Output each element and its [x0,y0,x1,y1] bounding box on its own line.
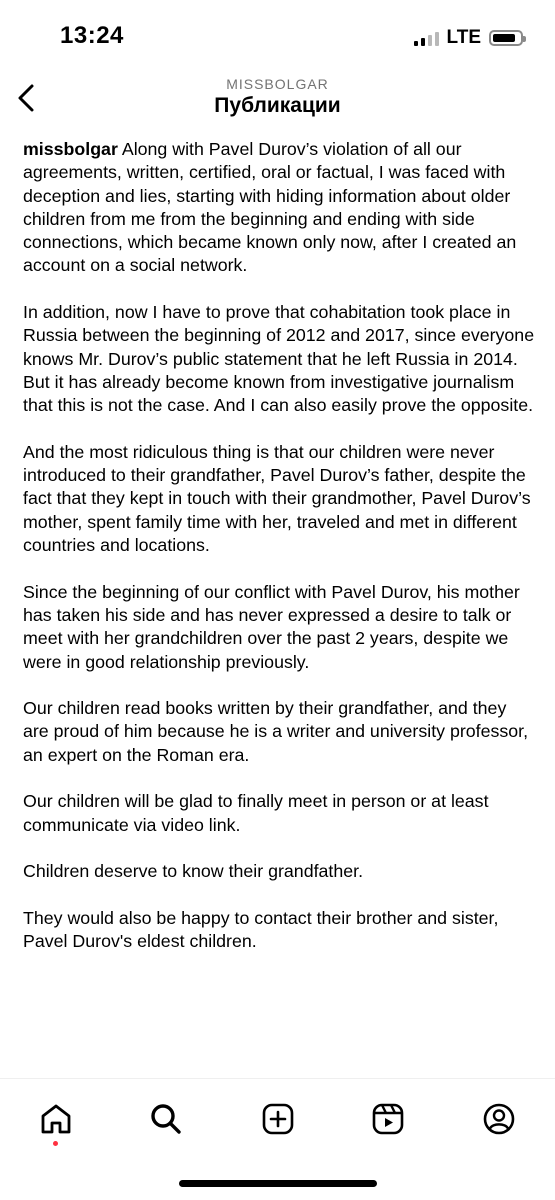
reels-icon [371,1102,405,1136]
post-caption [23,138,535,977]
nav-reels-button[interactable] [366,1097,410,1141]
search-icon [149,1102,183,1136]
battery-level [493,34,515,42]
battery-icon [489,30,523,46]
create-post-icon [261,1102,295,1136]
caption-paragraph: And the most ridiculous thing is that our children were never introduced to their grandfather, Pavel Durov’s father, despite the fact that they kept in touch with their grandmother, Pavel Durov’s mother, spent family time with her, traveled and met in different countries and locations. [23,441,531,556]
home-icon [39,1102,73,1136]
post-header [0,70,555,128]
notification-dot [53,1141,58,1146]
page-title: Публикации [214,94,341,117]
caption-paragraph: Children deserve to know their grandfather. [23,861,364,882]
bottom-nav [0,1078,555,1159]
author-username[interactable]: missbolgar [23,139,118,159]
caption-paragraph: Our children will be glad to finally meet in person or at least communicate via video link. [23,791,489,835]
nav-search-button[interactable] [144,1097,188,1141]
profile-icon [482,1102,516,1136]
caption-paragraph: Our children read books written by their grandfather, and they are proud of him because he is a writer and university professor, an expert on the Roman era. [23,698,529,765]
caption-paragraph: They would also be happy to contact their brother and sister, Pavel Durov's eldest children. [23,907,499,952]
caption-paragraph: In addition, now I have to prove that cohabitation took place in Russia between the beginning of 2012 and 2017, since everyone knows Mr. Durov’s public statement that he left Russia in 2014. But it has already become known from investigative journalism that this is not the case. And I can also easily prove the opposite. [23,302,535,416]
status-bar [0,0,555,70]
caption-paragraph: missbolgar Along with Pavel Durov’s violation of all our agreements, written, certified, oral or factual, I was faced with deception and lies, starting with hiding information about older children from me from the beginning and ending with side connections, which became known only now, after I created an account on a social network. [23,139,517,276]
nav-profile-button[interactable] [477,1097,521,1141]
nav-create-button[interactable] [256,1097,300,1141]
nav-home-button[interactable] [34,1097,78,1141]
status-indicators [414,27,523,49]
caption-paragraph: Since the beginning of our conflict with Pavel Durov, his mother has taken his side and has never expressed a desire to talk or meet with her grandchildren over the past 2 years, despite we were in good relationship previously. [23,581,520,672]
header-username: MISSBOLGAR [226,76,329,92]
status-time: 13:24 [60,22,124,49]
signal-strength-icon [414,30,439,46]
home-indicator[interactable] [179,1180,377,1187]
network-type: LTE [446,27,481,48]
